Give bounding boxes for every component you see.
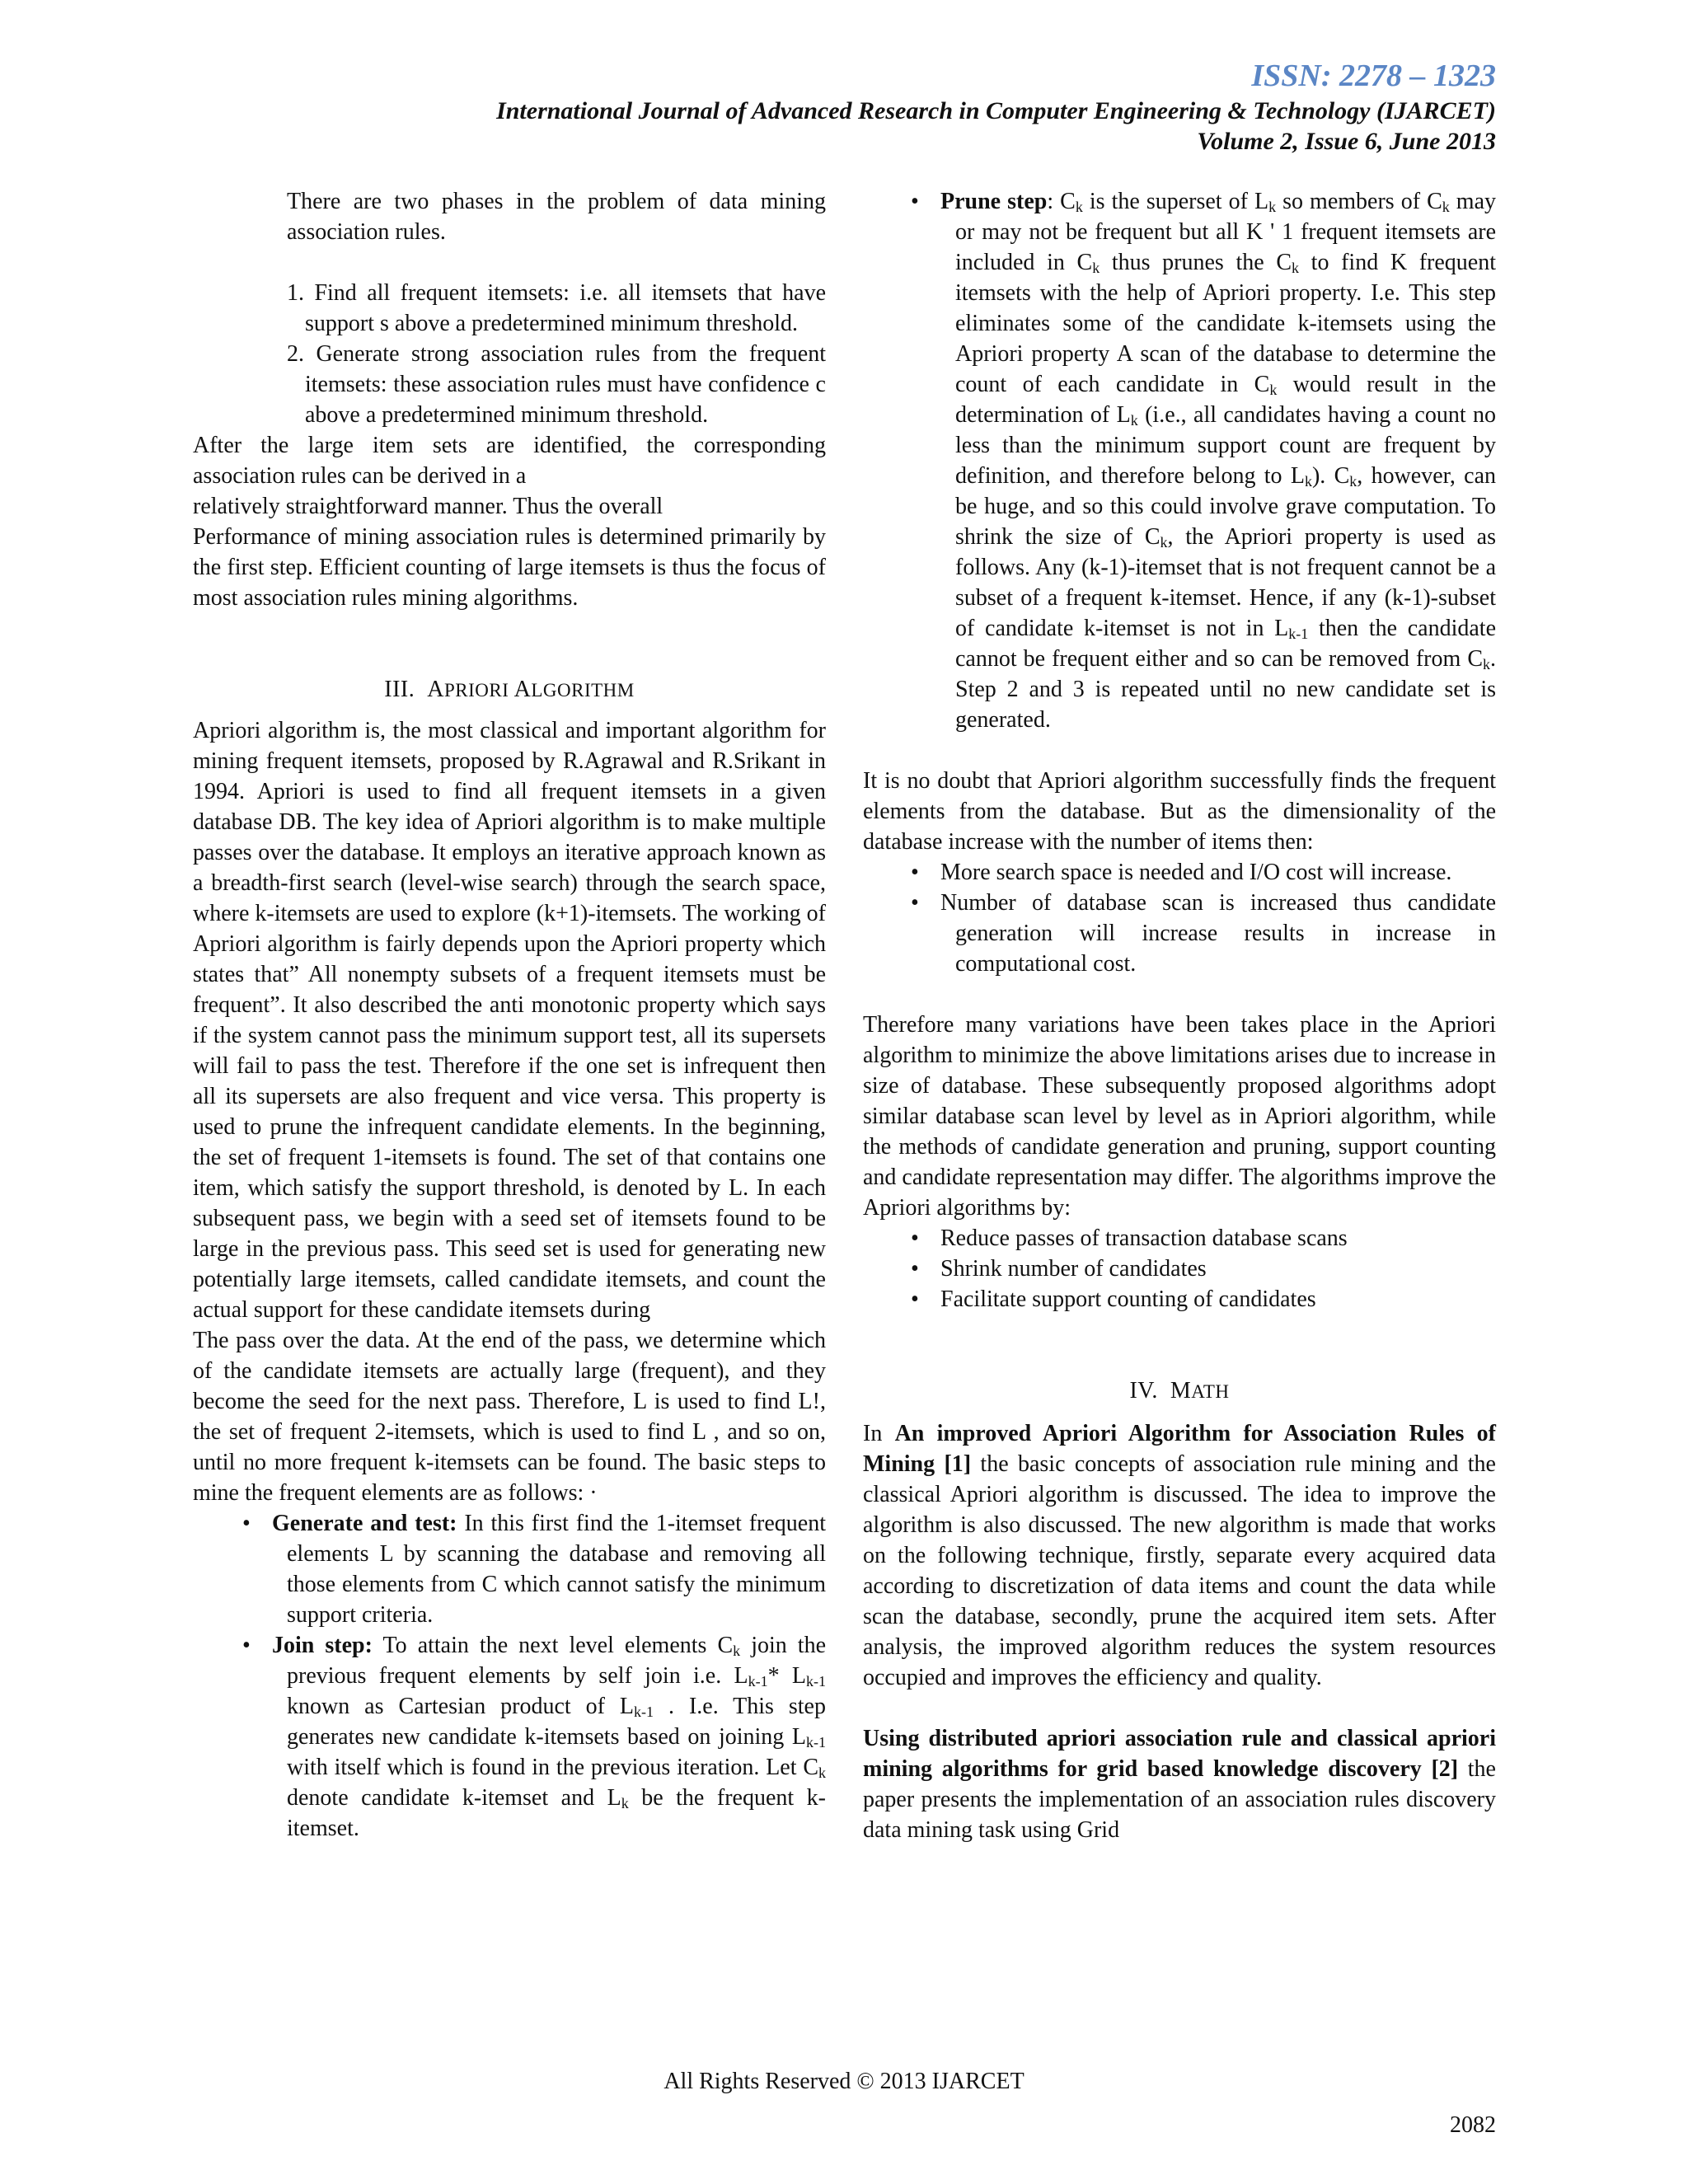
bullet-icon: • — [911, 890, 919, 916]
limitation-item — [863, 857, 1496, 888]
limitations-list — [863, 857, 1496, 979]
section-number: IV. — [1129, 1378, 1158, 1404]
bullet-icon: • — [242, 1511, 251, 1536]
subscript: k — [1075, 199, 1083, 215]
limitation-text: More search space is needed and I/O cost will increase. — [940, 860, 1452, 885]
section-heading-apriori — [193, 674, 826, 705]
step-text: to find K frequent itemsets with the help of Apriori property. I.e. This step eliminates some of the candidate k-itemsets using the Apriori property A scan of the database to determine the count of each candidate in C — [955, 250, 1497, 397]
subscript: k — [1092, 260, 1100, 276]
improvement-item — [863, 1254, 1496, 1284]
improvement-text: Reduce passes of transaction database scans — [940, 1226, 1348, 1251]
limitation-text: Number of database scan is increased thus candidate generation will increase results in increase in computational cost. — [940, 890, 1496, 977]
subscript: k — [733, 1643, 741, 1659]
improvement-text: Facilitate support counting of candidates — [940, 1286, 1316, 1312]
bullet-icon: • — [911, 189, 919, 214]
subscript: k-1 — [634, 1704, 654, 1720]
bullet-icon: • — [911, 1226, 919, 1251]
math-paragraph — [863, 1418, 1496, 1693]
subscript: k-1 — [806, 1673, 826, 1690]
step-text: , however, can be huge, and so this could involve grave computation. To shrink the size of C — [955, 463, 1497, 550]
step-generate-and-test — [193, 1508, 826, 1630]
reference-title: Using distributed apriori association rule and classical apriori mining algorithms for grid based knowledge discovery [2] — [863, 1726, 1496, 1782]
step-text: In this first find the 1-itemset frequent elements L by scanning the database and removing all those elements from C which cannot satisfy the minimum support criteria. — [287, 1511, 827, 1628]
footer-rights: All Rights Reserved © 2013 IJARCET — [663, 2069, 1025, 2094]
after-paragraph-2: relatively straightforward manner. Thus the overall — [193, 494, 663, 519]
step-text: , the Apriori property is used as follows. Any (k-1)-itemset that is not frequent cannot be a subset of a frequent k-itemset. Hence, if any (k-1)-subset of candidate k-itemset is not in L — [955, 524, 1496, 641]
grid-text: the paper presents the implementation of an association rules discovery data mining task using Grid — [863, 1756, 1496, 1843]
subscript: k — [1292, 260, 1300, 276]
subscript: k — [1268, 199, 1277, 215]
subscript: k — [818, 1765, 826, 1781]
step-text: then the candidate cannot be frequent either and so can be removed from C — [955, 616, 1496, 672]
right-column — [863, 186, 1496, 1845]
phase-item-1: 1. Find all frequent itemsets: i.e. all itemsets that have support s above a predetermined minimum threshold. — [287, 280, 826, 336]
phases-list — [287, 278, 826, 430]
step-join — [193, 1630, 826, 1844]
limitation-item — [863, 888, 1496, 979]
step-text: with itself which is found in the previous iteration. Let C — [287, 1755, 818, 1780]
step-title: Generate and test: — [272, 1511, 457, 1536]
step-text: * L — [767, 1663, 806, 1689]
heading-letter: M — [1170, 1378, 1192, 1404]
step-text: denote candidate k-itemset and L — [287, 1785, 621, 1811]
subscript: k-1 — [1288, 626, 1309, 642]
subscript: k — [1304, 473, 1312, 490]
step-text: known as Cartesian product of L — [287, 1694, 635, 1719]
journal-volume: Volume 2, Issue 6, June 2013 — [1197, 128, 1496, 155]
step-title: Prune step — [940, 189, 1048, 214]
heading-smallcaps: LGORITHM — [531, 680, 635, 701]
math-text: the basic concepts of association rule mining and the classical Apriori algorithm is discussed. The idea to improve the algorithm is also discussed. The new algorithm is made that works on the following technique, firstly, separate every acquired data according to discretization of data items and count the data while scan the database, secondly, prune the acquired item sets. After analysis, the improved algorithm reduces the system resources occupied and improves the efficiency and quality. — [863, 1451, 1496, 1690]
subscript: k-1 — [806, 1734, 826, 1750]
phases-intro: There are two phases in the problem of data mining association rules. — [287, 189, 826, 245]
improvements-list — [863, 1223, 1496, 1315]
step-text: would result in the determination of L — [955, 372, 1496, 428]
step-title: Join step: — [272, 1633, 373, 1658]
step-text: (i.e., all candidates having a count no less than the minimum support count are frequent by definition, and therefore belong to L — [955, 402, 1496, 489]
subscript: k — [1349, 473, 1357, 490]
reference-title: An improved Apriori Algorithm for Association Rules of Mining [1] — [863, 1421, 1496, 1477]
bullet-icon: • — [911, 860, 919, 885]
subscript: k — [1130, 412, 1138, 429]
step-text: may or may not be frequent but all K ' 1 frequent itemsets are included in C — [955, 189, 1497, 275]
bullet-icon: • — [911, 1286, 919, 1312]
step-text: ). C — [1311, 463, 1350, 489]
apriori-paragraph-1: Apriori algorithm is, the most classical and important algorithm for mining frequent itemsets, proposed by R.Agrawal and R.Srikant in 1994. Apriori is used to find all frequent itemsets in a given database DB. The key idea of Apriori algorithm is to make multiple passes over the database. It employs an iterative approach known as a breadth-first search (level-wise search) through the search space, where k-itemsets are used to explore (k+1)-itemsets. The working of Apriori algorithm is fairly depends upon the Apriori property which states that” All nonempty subsets of a frequent itemsets must be frequent”. It also described the anti monotonic property which says if the system cannot pass the minimum support test, all its supersets will fail to pass the test. Therefore if the one set is infrequent then all its supersets are also frequent and vice versa. This property is used to prune the infrequent candidate elements. In the beginning, the set of frequent 1-itemsets is found. The set of that contains one item, which satisfy the support threshold, is denoted by L. In each subsequent pass, we begin with a seed set of itemsets found to be large in the previous pass. This seed set is used for generating new potentially large itemsets, called candidate itemsets, and count the actual support for these candidate itemsets during — [193, 718, 826, 1323]
step-text: so members of C — [1276, 189, 1442, 214]
journal-issn: ISSN: 2278 – 1323 — [1251, 59, 1496, 93]
left-column — [193, 186, 826, 1844]
step-text: . I.e. This step generates new candidate k-itemsets based on joining L — [287, 1694, 826, 1750]
no-doubt-paragraph: It is no doubt that Apriori algorithm successfully finds the frequent elements from the database. But as the dimensionality of the database increase with the number of items then: — [863, 768, 1496, 855]
heading-smallcaps: ATH — [1191, 1381, 1230, 1402]
subscript: k-1 — [748, 1673, 768, 1690]
math-text: In — [863, 1421, 895, 1446]
subscript: k — [1483, 656, 1490, 673]
step-text: : C — [1047, 189, 1076, 214]
step-text: To attain the next level elements C — [372, 1633, 734, 1658]
journal-title: International Journal of Advanced Research in Computer Engineering & Technology (IJARCET) — [496, 97, 1496, 124]
prune-step-list — [863, 186, 1496, 735]
subscript: k — [1442, 199, 1450, 215]
bullet-icon: • — [242, 1633, 251, 1658]
subscript: k — [1160, 534, 1168, 551]
step-text: be the frequent k-itemset. — [287, 1785, 826, 1841]
apriori-steps-list — [193, 1508, 826, 1844]
heading-letter: A — [427, 677, 444, 702]
step-text: . Step 2 and 3 is repeated until no new candidate set is generated. — [955, 646, 1496, 733]
heading-smallcaps: PRIORI — [443, 680, 514, 701]
after-paragraph-3: Performance of mining association rules is determined primarily by the first step. Efficient counting of large itemsets is thus the focus of most association rules mining algorithms. — [193, 524, 826, 611]
step-text: is the superset of L — [1082, 189, 1269, 214]
apriori-paragraph-2: The pass over the data. At the end of the pass, we determine which of the candidate itemsets are actually large (frequent), and they become the seed for the next pass. Therefore, L is used to find L!, the set of frequent 2-itemsets, which is used to find L , and so on, until no more frequent k-itemsets can be found. The basic steps to mine the frequent elements are as follows: · — [193, 1328, 826, 1506]
improvement-text: Shrink number of candidates — [940, 1256, 1207, 1282]
after-paragraph-1: After the large item sets are identified, the corresponding association rules can be derived in a — [193, 433, 826, 489]
grid-paragraph — [863, 1723, 1496, 1845]
section-number: III. — [384, 677, 415, 702]
step-prune — [863, 186, 1496, 735]
phase-item-2: 2. Generate strong association rules from the frequent itemsets: these association rules must have confidence c above a predetermined minimum threshold. — [287, 341, 826, 428]
variations-paragraph: Therefore many variations have been takes place in the Apriori algorithm to minimize the above limitations arises due to increase in size of database. These subsequently proposed algorithms adopt similar database scan level by level as in Apriori algorithm, while the methods of candidate generation and pruning, support counting and candidate representation may differ. The algorithms improve the Apriori algorithms by: — [863, 1012, 1496, 1221]
step-text: join the previous frequent elements by self join i.e. L — [287, 1633, 826, 1689]
subscript: k — [1269, 382, 1278, 398]
subscript: k — [621, 1795, 629, 1811]
improvement-item — [863, 1223, 1496, 1254]
page-number: 2082 — [1450, 2112, 1496, 2138]
heading-letter: A — [513, 677, 532, 702]
step-text: thus prunes the C — [1100, 250, 1292, 275]
bullet-icon: • — [911, 1256, 919, 1282]
improvement-item — [863, 1284, 1496, 1315]
section-heading-math — [863, 1376, 1496, 1407]
